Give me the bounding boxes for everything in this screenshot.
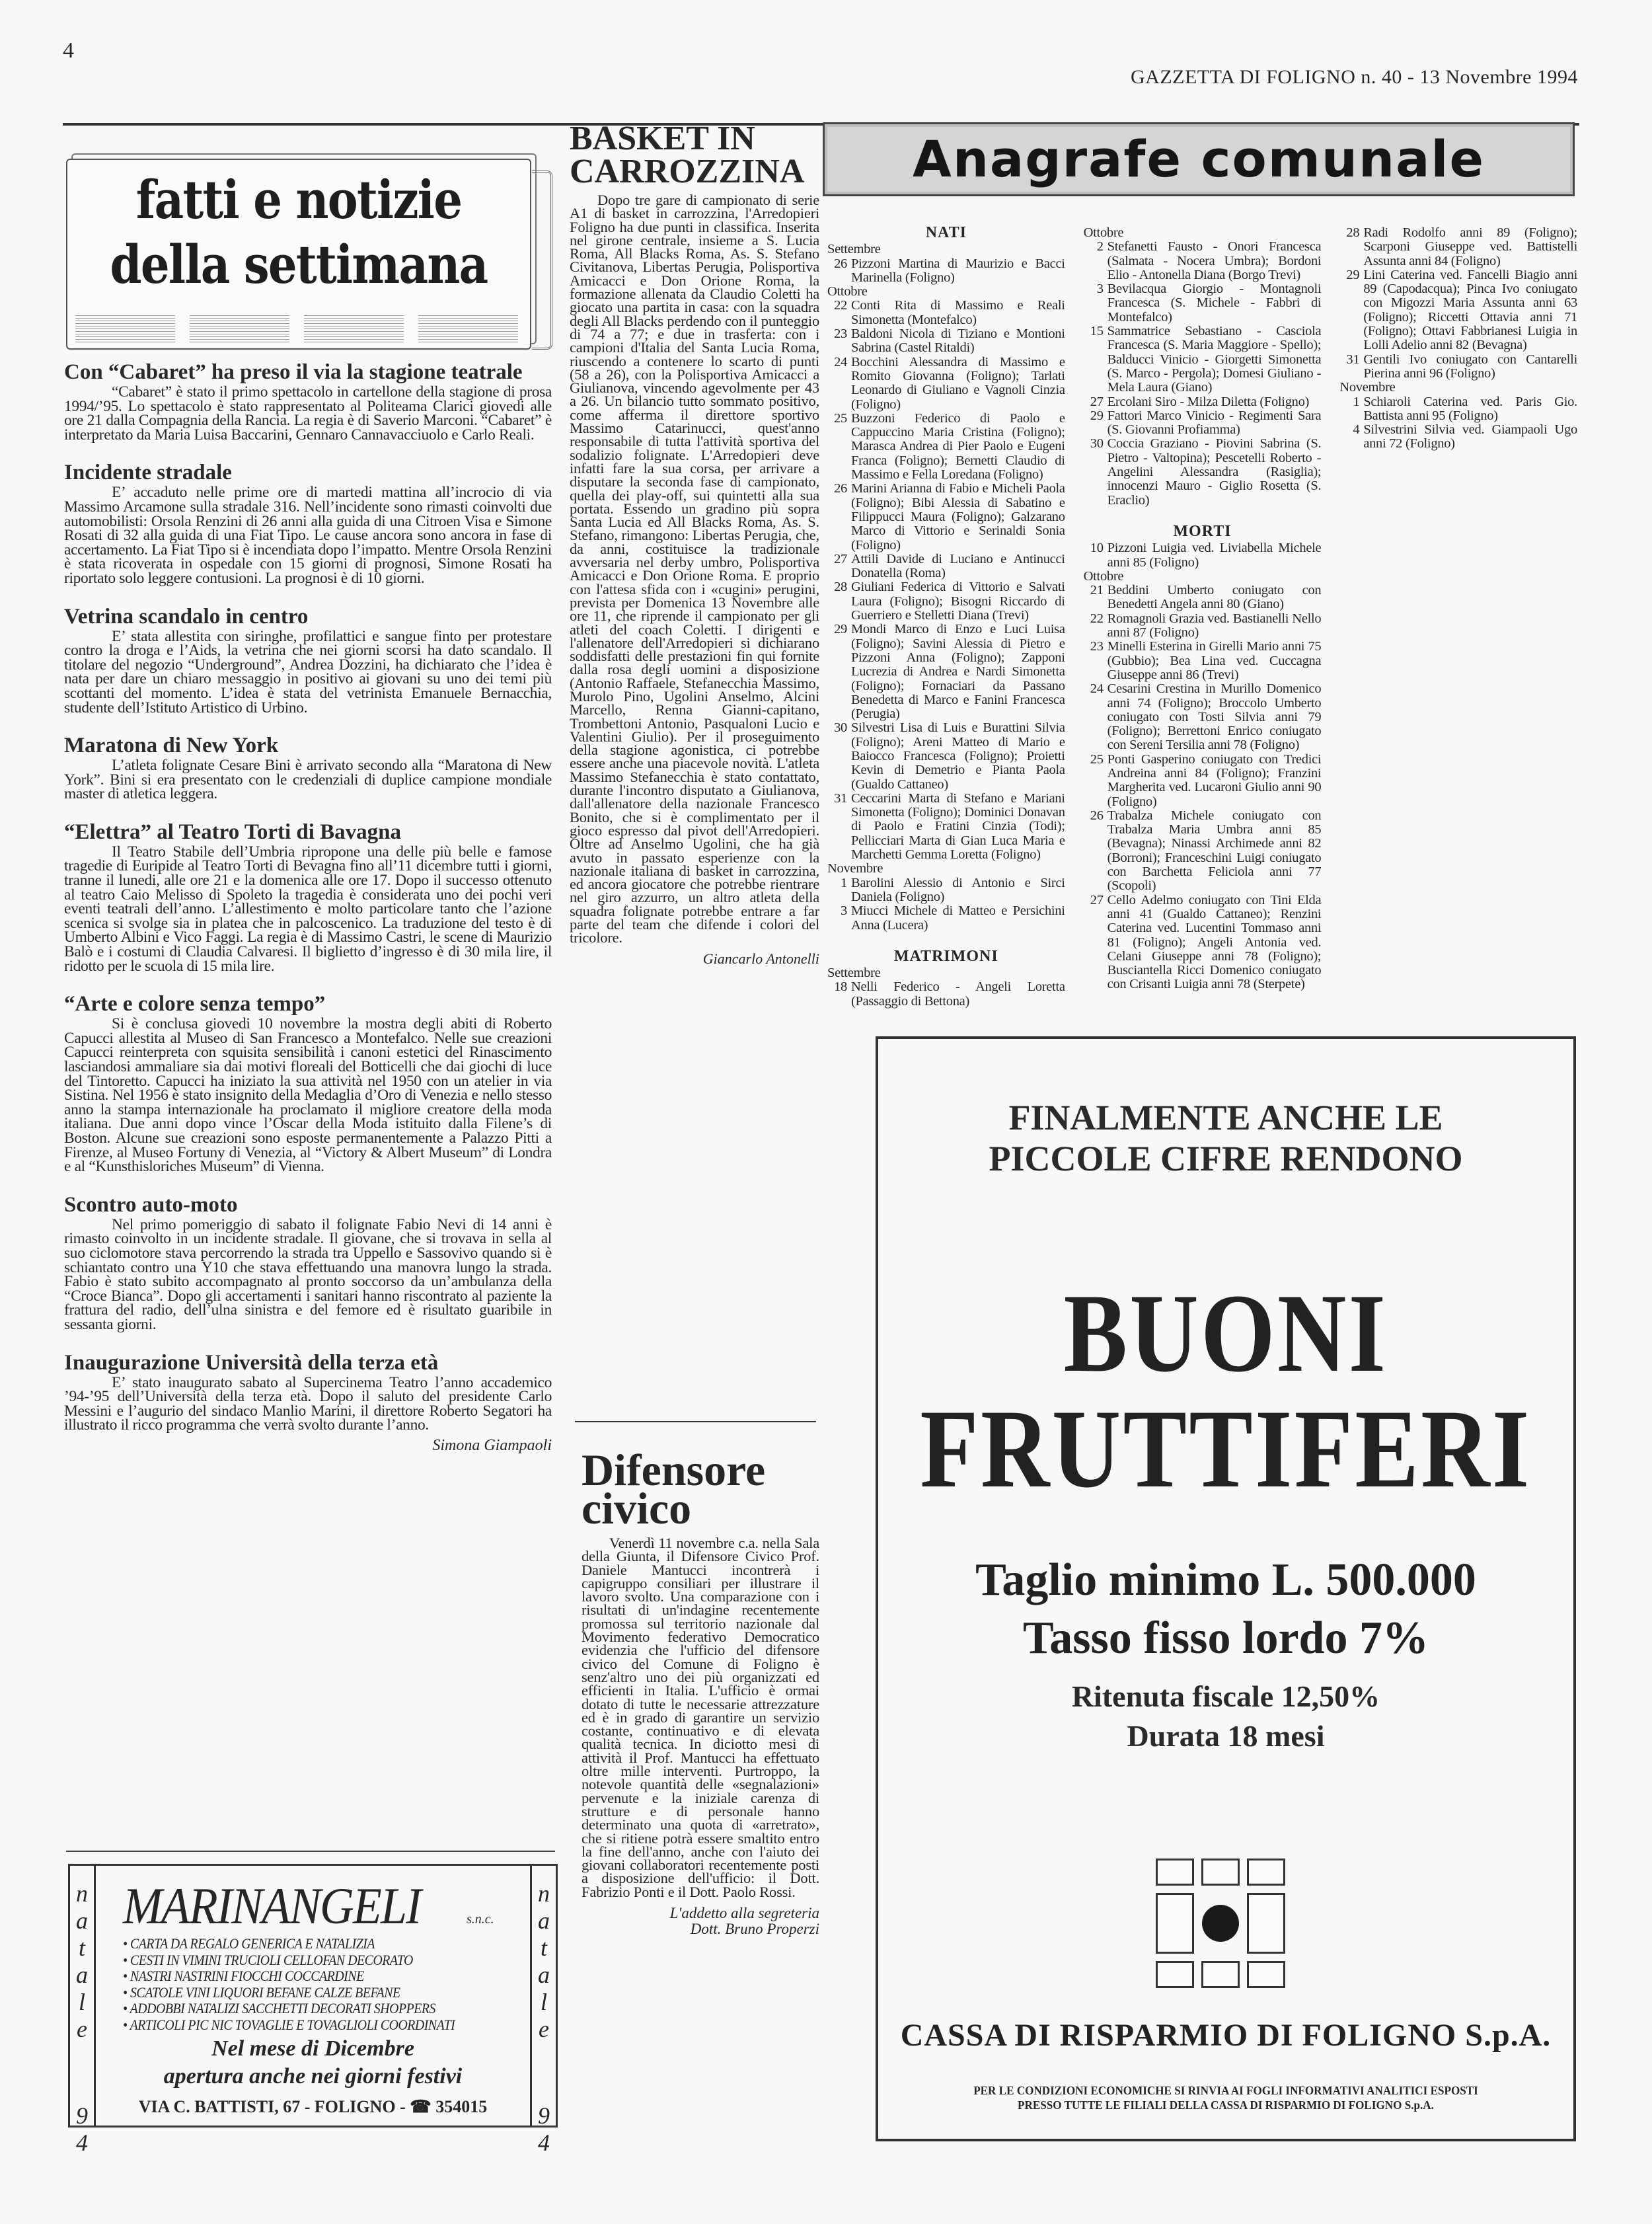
- page-number: 4: [63, 38, 74, 63]
- anagrafe-entry: [827, 257, 1065, 286]
- natale-letter: a: [538, 1907, 550, 1934]
- marinangeli-name: MARINANGELI: [123, 1877, 421, 1935]
- logo-square: [1156, 1893, 1194, 1953]
- cassa-risparmio-advertisement: [876, 1036, 1576, 2141]
- news-brief-title: “Arte e colore senza tempo”: [64, 992, 326, 1016]
- anagrafe-entry: [1084, 753, 1322, 809]
- basket-article-author: Giancarlo Antonelli: [702, 950, 819, 967]
- anagrafe-banner-title: Anagrafe comunale: [913, 130, 1485, 188]
- anagrafe-entry-day: 29: [1090, 408, 1104, 423]
- anagrafe-entry-day: 26: [834, 481, 847, 496]
- logo-square: [1156, 1859, 1194, 1886]
- anagrafe-entry-day: 31: [1346, 352, 1360, 367]
- anagrafe-month: Ottobre: [1083, 568, 1124, 584]
- news-brief: [64, 360, 552, 442]
- marinangeli-product-item: • CESTI IN VIMINI TRUCIOLI CELLOFAN DECORATO: [123, 1952, 455, 1969]
- column-rule: [66, 1851, 555, 1852]
- marinangeli-advertisement: [68, 1864, 558, 2156]
- logo-square: [1247, 1859, 1285, 1886]
- news-brief: [64, 820, 552, 974]
- anagrafe-month: Ottobre: [827, 284, 868, 299]
- anagrafe-entry-text: Bocchini Alessandra di Massimo e Romito Giovanna (Foligno); Tarlati Leonardo di Giuliano e Vagnoli Cinzia (Foligno): [851, 354, 1065, 412]
- natale-letter: a: [76, 1907, 88, 1934]
- difensore-title-line1: Difensore: [582, 1445, 766, 1495]
- decorative-column: [75, 313, 175, 342]
- anagrafe-entry: [1084, 325, 1322, 395]
- ad-duration: Durata 18 mesi: [1127, 1719, 1325, 1753]
- fatti-box-fold: [532, 171, 552, 350]
- news-brief-body: Il Teatro Stabile dell’Umbria ripropone una delle più belle e famose tragedie di Euripide al Teatro Torti di Bevagna fino all’11 dicembre tutti i giorni, tranne il lunedi, alle ore 21 e la domenica alle ore 17. Dopo il successo ottenuto al teatro Caio Melisso di Spoleto la tragedia è considerata uno dei pochi veri eventi teatrali dell’anno. L’allestimento è molto particolare tanto che l’azione scenica si svolge sia in platea che in palcoscenico. La traduzione del testo è di Umberto Albini e Vico Faggi. La regia è di Massimo Castri, le scene di Maurizio Balò e i costumi di Claudia Calvaresi. Il biglietto d’ingresso è di 30 mila lire, il ridotto per le scuola di 15 mila lire.: [64, 843, 552, 975]
- ad-headline-line1: FINALMENTE ANCHE LE: [1008, 1098, 1443, 1137]
- news-briefs-author: Simona Giampaoli: [432, 1436, 552, 1454]
- anagrafe-entry: [1339, 395, 1577, 424]
- marinangeli-note-line1: Nel mese di Dicembre: [211, 2036, 414, 2061]
- news-brief-title: “Elettra” al Teatro Torti di Bavagna: [64, 820, 402, 844]
- anagrafe-month: Ottobre: [1083, 225, 1124, 240]
- anagrafe-entry-day: 23: [834, 326, 847, 342]
- anagrafe-entry-text: Attili Davide di Luciano e Antinucci Donatella (Roma): [851, 551, 1065, 581]
- anagrafe-entry-text: Radi Rodolfo anni 89 (Foligno); Scarponi Giuseppe ved. Battistelli Assunta anni 84 (Foligno): [1363, 225, 1577, 268]
- anagrafe-entry-day: 15: [1090, 324, 1104, 339]
- anagrafe-entry-text: Barolini Alessio di Antonio e Sirci Daniela (Foligno): [851, 875, 1065, 904]
- news-brief: [64, 1351, 552, 1433]
- anagrafe-entry-text: Marini Arianna di Fabio e Micheli Paola (Foligno); Bibi Alessia di Sabatino e Filippucci Maura (Foligno); Galzarano Marco di Vittorio e Serinaldi Sonia (Foligno): [851, 481, 1065, 553]
- logo-square: [1247, 1961, 1285, 1988]
- news-brief: [64, 605, 552, 716]
- news-brief-body: E’ stato inaugurato sabato al Supercinema Teatro l’anno accademico ’94-’95 dell’Università della terza età. Dopo il saluto del presidente Carlo Messini e l’augurio del sindaco Manlio Marini, il direttore Roberto Segatori ha illustrato il ricco programma che verrà svolto durante l’anno.: [64, 1373, 552, 1434]
- basket-title-line2: CARROZZINA: [570, 153, 805, 190]
- news-brief: [64, 734, 552, 802]
- news-brief-title: Maratona di New York: [64, 734, 279, 758]
- difensore-article-title: [582, 1445, 819, 1533]
- fine-print-line1: PER LE CONDIZIONI ECONOMICHE SI RINVIA AI FOGLI INFORMATIVI ANALITICI ESPOSTI: [973, 2084, 1478, 2097]
- anagrafe-entry-day: 21: [1090, 583, 1104, 598]
- anagrafe-month: Novembre: [827, 861, 883, 876]
- anagrafe-entry-text: Cesarini Crestina in Murillo Domenico anni 74 (Foligno); Broccolo Umberto coniugato con Tosti Silvia anni 79 (Foligno); Berrettoni Enrico coniugato con Sereni Tersilia anni 78 (Foligno): [1107, 681, 1322, 753]
- ad-headline-line2: PICCOLE CIFRE RENDONO: [989, 1139, 1463, 1178]
- ad-rate: Tasso fisso lordo 7%: [1023, 1613, 1429, 1664]
- fatti-title-line1: fatti e notizie: [135, 169, 462, 231]
- anagrafe-entry-day: 1: [1353, 394, 1360, 409]
- anagrafe-entry-day: 27: [834, 551, 847, 566]
- natale-letter: n: [538, 1880, 550, 1907]
- anagrafe-entry-day: 25: [1090, 751, 1104, 767]
- anagrafe-entry-day: 29: [834, 622, 847, 637]
- logo-square: [1201, 1961, 1240, 1988]
- anagrafe-entry-day: 23: [1090, 639, 1104, 654]
- news-briefs-column: [64, 360, 552, 1455]
- anagrafe-entry-text: Miucci Michele di Matteo e Persichini Anna (Lucera): [851, 903, 1065, 933]
- anagrafe-banner: [823, 122, 1575, 196]
- marinangeli-suffix: s.n.c.: [467, 1912, 494, 1927]
- ad-terms: [878, 1551, 1573, 1668]
- marinangeli-product-item: • ADDOBBI NATALIZI SACCHETTI DECORATI SHOPPERS: [123, 2001, 455, 2017]
- anagrafe-entry-text: Buzzoni Federico di Paolo e Cappuccino Maria Cristina (Foligno); Marasca Andrea di Pier Paolo e Eugeni Franca (Foligno); Bernetti Claudio di Massimo e Fella Loredana (Foligno): [851, 410, 1065, 482]
- anagrafe-entry-text: Sammatrice Sebastiano - Casciola Francesca (S. Maria Maggiore - Spello); Balducci Vinicio - Giorgetti Simonetta (S. Marco - Pergola); Domesi Giuliano - Mela Laura (Giano): [1107, 324, 1322, 395]
- natale-letter: t: [78, 1935, 85, 1961]
- anagrafe-entry-text: Silvestrini Silvia ved. Giampaoli Ugo anni 72 (Foligno): [1363, 422, 1577, 451]
- anagrafe-entry-day: 29: [1346, 267, 1360, 282]
- logo-square: [1156, 1961, 1194, 1988]
- basket-article-title: [570, 122, 819, 188]
- decorative-text-lines: [75, 313, 518, 342]
- anagrafe-entry-text: Ceccarini Marta di Stefano e Mariani Simonetta (Foligno); Dominici Donavan di Paolo e Fratini Cinzia (Todi); Pellicciari Marta di Gian Luca Maria e Marchetti Gemma Loretta (Foligno): [851, 790, 1065, 863]
- anagrafe-entry-day: 25: [834, 410, 847, 426]
- anagrafe-entry-text: Cello Adelmo coniugato con Tini Elda anni 41 (Gualdo Cattaneo); Renzini Caterina ved. Lucentini Tommaso anni 81 (Foligno); Angeli Antonia ved. Celani Giuseppe anni 78 (Foligno); Busciantella Ricci Domenico coniugato con Crisanti Luigia anni 78 (Sterpete): [1107, 892, 1322, 992]
- anagrafe-entry-text: Gentili Ivo coniugato con Cantarelli Pierina anni 96 (Foligno): [1363, 352, 1577, 381]
- anagrafe-entry: [827, 904, 1065, 933]
- article-separator: [575, 1421, 816, 1422]
- anagrafe-entry: [827, 553, 1065, 581]
- anagrafe-entry: [1084, 395, 1322, 409]
- anagrafe-entry-text: Lini Caterina ved. Fancelli Biagio anni 89 (Capodacqua); Pinca Ivo coniugato con Migozzi Maria Assunta anni 63 (Foligno); Riccetti Ottavia anni 71 (Foligno); Ottavi Fabbrianesi Luigia in Lolli Adelio anni 82 (Bevagna): [1363, 267, 1577, 353]
- decorative-column: [190, 313, 289, 342]
- anagrafe-entry-day: 26: [1090, 808, 1104, 823]
- anagrafe-month: Settembre: [827, 242, 881, 257]
- anagrafe-entry: [1339, 226, 1577, 268]
- difensore-title-line2: civico: [582, 1483, 692, 1533]
- anagrafe-entry: [827, 327, 1065, 356]
- anagrafe-entry-text: Silvestri Lisa di Luis e Burattini Silvia (Foligno); Areni Matteo di Mario e Baiocco Francesca (Foligno); Proietti Kevin di Demetrio e Pianta Paola (Gualdo Cattaneo): [851, 720, 1065, 792]
- marinangeli-product-item: • SCATOLE VINI LIQUORI BEFANE CALZE BEFANE: [123, 1985, 455, 2001]
- anagrafe-entry-day: 30: [834, 720, 847, 736]
- anagrafe-entry-day: 3: [1096, 282, 1104, 297]
- anagrafe-entry-text: Pizzoni Martina di Maurizio e Bacci Marinella (Foligno): [851, 256, 1065, 285]
- anagrafe-entry: [827, 721, 1065, 791]
- marinangeli-address: VIA C. BATTISTI, 67 - FOLIGNO - ☎ 354015: [138, 2097, 488, 2116]
- anagrafe-entry-text: Schiaroli Caterina ved. Paris Gio. Battista anni 95 (Foligno): [1363, 394, 1577, 423]
- anagrafe-entry: [1084, 809, 1322, 894]
- anagrafe-entry-text: Fattori Marco Vinicio - Regimenti Sara (S. Giovanni Profiamma): [1107, 408, 1322, 438]
- anagrafe-entry-day: 28: [1346, 225, 1360, 240]
- logo-square: [1247, 1893, 1285, 1953]
- anagrafe-entry: [827, 876, 1065, 905]
- ad-product-line1: BUONI: [1063, 1271, 1388, 1395]
- anagrafe-entry: [1339, 268, 1577, 353]
- anagrafe-entry: [1084, 240, 1322, 282]
- news-brief-body: Nel primo pomeriggio di sabato il folignate Fabio Nevi di 14 anni è rimasto coinvolto in un incidente stradale. Il giovane, che si trovava in sella al suo ciclomotore stava percorrendo la strada tra Uppello e Sassovivo quando si è schiantato contro una Y10 che stava effettuando una manovra lungo la strada. Fabio è stato subito accompagnato al pronto soccorso da un’ambulanza della “Croce Bianca”. Dopo gli accertamenti i sanitari hanno riscontrato al paziente la frattura del radio, dell’ulna sinistra e del femore ed è risultato guaribile in sessanta giorni.: [64, 1215, 552, 1333]
- news-brief-body: E’ accaduto nelle prime ore di martedi mattina all’incrocio di via Massimo Arcamone sulla stradale 316. Nell’incidente sono rimasti coinvolti due automobilisti: Orsola Renzini di 26 anni alla guida di una Citroen Visa e Simone Rosati di 32 alla guida di una Fiat Tipo. Le cause ancora sono ancora in fase di accertamento. La Fiat Tipo si è incendiata dopo l’impatto. Mentre Orsola Renzini è stata ricoverata in ospedale con 15 giorni di prognosi, Simone Rosati ha riportato solo leggere contusioni. La prognosi è di 10 giorni.: [64, 484, 552, 587]
- ad-fine-print: [908, 2083, 1543, 2112]
- logo-center-dot: [1201, 1893, 1240, 1953]
- natale-letter: t: [540, 1935, 547, 1961]
- basket-title-line1: BASKET IN: [570, 120, 755, 157]
- news-brief: [64, 461, 552, 586]
- news-brief-body: L’atleta folignate Cesare Bini è arrivato secondo alla “Maratona di New York”. Bini si era presentato con le credenziali di duplice campione mondiale master di atletica leggera.: [64, 757, 552, 803]
- anagrafe-entry-day: 10: [1090, 541, 1104, 556]
- anagrafe-entry: [1084, 640, 1322, 682]
- anagrafe-entry: [827, 356, 1065, 412]
- news-brief-title: Inaugurazione Università della terza età: [64, 1350, 439, 1375]
- anagrafe-entry-text: Stefanetti Fausto - Onori Francesca (Salmata - Nocera Umbra); Bordoni Elio - Antonella Diana (Borgo Trevi): [1107, 239, 1322, 282]
- anagrafe-section-title: MORTI: [1173, 522, 1232, 540]
- anagrafe-entry: [827, 980, 1065, 1009]
- natale-letter: 9: [538, 2102, 550, 2129]
- anagrafe-section-title: MATRIMONI: [893, 947, 998, 965]
- news-brief-title: Incidente stradale: [64, 461, 232, 485]
- basket-article-body: Dopo tre gare di campionato di serie A1 di basket in carrozzina, l'Arredopieri Foligno ha due punti in classifica. Inserita nel girone centrale, insieme a S. Lucia Roma, All Blacks Roma, As. S. Stefano Civitanova, Libertas Perugia, Polisportiva Amicacci e Don Orione Roma, la formazione allenata da Claudio Coletti ha giocato una partita in casa: con la squadra degli All Blacks perdendo con il punteggio di 74 a 77; e due in trasferta: con i campioni d'Italia del Santa Lucia Roma, riuscendo a contenere lo scarto di punti (58 a 26), con la Polisportiva Amicacci a Giulianova, vincendo agevolmente per 43 a 26. Un bilancio tutto sommato positivo, come afferma il direttore sportivo Massimo Catarinucci, quest'anno responsabile di tutta l'attività sportiva del sodalizio folignate. L'Arredopieri deve infatti fare la sua corsa, per arrivare a disputare la seconda fase di campionato, quella dei play-off, sui quintetti alla sua portata. Essendo un gradino più sopra Santa Lucia ed All Blacks Roma, As. S. Stefano, rimangono: Libertas Perugia, che, da anni, costituisce la tradizionale avversaria nel derby umbro, Polisportiva Amicacci e Don Orione Roma. E proprio con l'attesa sfida con i «cugini» perugini, prevista per Domenica 13 Novembre alle ore 11, che riprende il campionato per gli atleti del coach Coletti. I dirigenti e l'allenatore dell'Arredopieri si dichiarano soddisfatti delle prestazioni fin qui fornite dalla rosa degli uomini a disposizione (Antonio Raffaele, Stefanecchia Massimo, Murolo Pino, Ugolini Anselmo, Alcini Marcello, Renna Gianni-capitano, Trombettoni Antonio, Pasqualoni Lucio e Valentini Giulio). Per il proseguimento della stagione agonistica, ci potrebbe essere anche una piacevole novità. L'atleta Massimo Stefanecchia è stato contattato, durante l'incontro disputato a Giulianova, dall'allenatore della nazionale Francesco Bonito, che si è complimentato per il gioco espresso dal pivot dell'Arredopieri. Oltre ad Anselmo Ugolini, che ha già avuto in passato esperienze con la nazionale italiana di basket in carrozzina, ed ancora giocatore che potrebbe rientrare nel giro azzurro, un altro atleta della squadra folignate potrebbe entrare a far parte del team che difende i colori del tricolore.: [570, 192, 819, 946]
- marinangeli-product-list: [123, 1936, 492, 2033]
- ad-min-amount: Taglio minimo L. 500.000: [975, 1554, 1476, 1605]
- ad-headline: [878, 1097, 1573, 1179]
- anagrafe-entry-text: Giuliani Federica di Vittorio e Salvati Laura (Foligno); Bisogni Riccardo di Guerriero e Stelletti Diana (Trevi): [851, 580, 1065, 623]
- news-brief: [64, 1193, 552, 1332]
- anagrafe-entry-day: 26: [834, 256, 847, 271]
- anagrafe-entry-text: Baldoni Nicola di Tiziano e Montioni Sabrina (Castel Ritaldi): [851, 326, 1065, 356]
- news-brief: [64, 992, 552, 1174]
- anagrafe-entry-text: Trabalza Michele coniugato con Trabalza Maria Umbra anni 85 (Bevagna); Ninassi Archimede anni 82 (Borroni); Franceschini Luigi coniugato con Barchetta Feliciola anni 77 (Scopoli): [1107, 808, 1322, 894]
- anagrafe-entry-text: Pizzoni Luigia ved. Liviabella Michele anni 85 (Foligno): [1107, 541, 1322, 570]
- anagrafe-entry-day: 2: [1096, 239, 1104, 254]
- difensore-signature-role: L'addetto alla segreteria: [669, 1905, 819, 1922]
- difensore-article-body: Venerdì 11 novembre c.a. nella Sala della Giunta, il Difensore Civico Prof. Daniele Mantucci incontrerà i capigruppo consiliari per illustrare il lavoro svolto. Una comparazione con i risultati di un'indagine recentemente promossa sul territorio nazionale dal Movimento federativo Democratico evidenzia che l'ufficio del difensore civico del Comune di Foligno è senz'altro uno dei più organizzati ed efficienti in Italia. L'ufficio è ormai dotato di tutte le necessarie attrezzature ed è in grado di garantire un servizio costante, continuativo e di elevata qualità tecnica. In diciotto mesi di attività il Prof. Mantucci ha effettuato oltre mille interventi. Purtroppo, la notevole quantità delle «segnalazioni» pervenute e la iniziale carenza di strutture e di personale hanno determinato una quota di «arretrato», che si ritiene potrà essere smaltito entro la fine dell'anno, anche con l'aiuto dei giovani collaboratori recentemente posti a disposizione dell'ufficio: il Dott. Fabrizio Ponti e il Dott. Paolo Rossi.: [582, 1535, 819, 1900]
- anagrafe-entry: [1084, 437, 1322, 507]
- anagrafe-entry: [1084, 584, 1322, 612]
- anagrafe-entry-day: 3: [841, 903, 847, 919]
- anagrafe-entry-day: 24: [834, 354, 847, 369]
- anagrafe-entry-day: 4: [1353, 422, 1360, 438]
- news-brief-body: Si è conclusa giovedi 10 novembre la mostra degli abiti di Roberto Capucci allestita al Museo di San Francesco a Montefalco. Nelle sue creazioni Capucci reinterpreta con squisita sensibilità i canoni estetici del Rinascimento lasciandosi ammaliare sia dai motivi floreali del Botticelli che dai giochi di luce del Tintoretto. Capucci ha iniziato la sua attività nel 1950 con un atelier in via Sistina. Nel 1956 è stato insignito della Medaglia d’Oro di Venezia e nello stesso anno la stampa internazionale ha proclamato il migliore creatore della moda italiana. Due anni dopo vince l’Oscar della Moda istituito dalla Filene’s di Boston. Alcune sue creazioni sono esposte permanentemente a Palazzo Pitti a Firenze, al Museo Fortuny di Venezia, al “Victory & Albert Museum” di Londra e al “Kunsthisloriches Museum” di Vienna.: [64, 1015, 552, 1176]
- natale-94-right-border: [530, 1866, 556, 2156]
- anagrafe-entry: [827, 623, 1065, 721]
- ad-product-line2: FRUTTIFERI: [920, 1387, 1532, 1511]
- anagrafe-entry: [1339, 423, 1577, 451]
- anagrafe-entry-day: 22: [1090, 611, 1104, 626]
- anagrafe-listings: [827, 226, 1577, 1013]
- anagrafe-entry-day: 31: [834, 790, 847, 806]
- anagrafe-entry-day: 30: [1090, 436, 1104, 451]
- anagrafe-entry: [827, 299, 1065, 327]
- anagrafe-entry-text: Nelli Federico - Angeli Loretta (Passaggio di Bettona): [851, 979, 1065, 1009]
- anagrafe-entry: [1084, 682, 1322, 752]
- news-brief-body: E’ stata allestita con siringhe, profilattici e sangue finto per protestare contro la droga e l’Aids, la vetrina che nei giorni scorsi ha dato scandalo. Il titolare del negozio “Underground”, Andrea Dozzini, ha dichiarato che l’idea è nata per dare un chiaro messaggio in positivo ai giovani su uno dei temi più scottanti del momento. L’idea è stata del vetrinista Emanuele Bernacchia, studente dell’Istituto Artistico di Urbino.: [64, 627, 552, 716]
- anagrafe-entry-text: Minelli Esterina in Girelli Mario anni 75 (Gubbio); Bea Lina ved. Cuccagna Giuseppe anni 86 (Trevi): [1107, 639, 1322, 682]
- anagrafe-entry-text: Ercolani Siro - Milza Diletta (Foligno): [1107, 394, 1310, 409]
- anagrafe-entry: [827, 412, 1065, 482]
- marinangeli-product-item: • ARTICOLI PIC NIC TOVAGLIE E TOVAGLIOLI COORDINATI: [123, 2017, 455, 2034]
- anagrafe-entry-text: Beddini Umberto coniugato con Benedetti Angela anni 80 (Giano): [1107, 583, 1322, 612]
- anagrafe-entry: [1084, 612, 1322, 640]
- natale-letter: 4: [538, 2129, 550, 2156]
- natale-letter: n: [76, 1880, 88, 1907]
- fatti-title-line2: della settimana: [110, 233, 488, 295]
- bank-logo-icon: [1156, 1859, 1285, 1988]
- anagrafe-entry: [1084, 409, 1322, 438]
- anagrafe-month: Novembre: [1339, 380, 1396, 395]
- anagrafe-entry-day: 18: [834, 979, 847, 995]
- anagrafe-entry: [1084, 894, 1322, 992]
- natale-letter: e: [539, 2016, 549, 2042]
- anagrafe-entry-day: 28: [834, 580, 847, 595]
- natale-letter: l: [540, 1989, 547, 2015]
- anagrafe-entry: [827, 792, 1065, 862]
- anagrafe-entry: [1084, 282, 1322, 325]
- anagrafe-entry-text: Romagnoli Grazia ved. Bastianelli Nello anni 87 (Foligno): [1107, 611, 1322, 640]
- anagrafe-month: Settembre: [827, 966, 881, 981]
- natale-letter: 9: [76, 2102, 88, 2129]
- logo-square: [1201, 1859, 1240, 1886]
- natale-letter: 4: [76, 2129, 88, 2156]
- marinangeli-product-item: • CARTA DA REGALO GENERICA E NATALIZIA: [123, 1936, 455, 1952]
- bank-name: CASSA DI RISPARMIO DI FOLIGNO S.p.A.: [900, 2018, 1552, 2053]
- natale-letter: e: [77, 2016, 87, 2042]
- natale-letter: l: [78, 1989, 85, 2015]
- masthead: GAZZETTA DI FOLIGNO n. 40 - 13 Novembre 1994: [1131, 66, 1578, 88]
- difensore-civico-article: [582, 1445, 819, 1938]
- marinangeli-note-line2: apertura anche nei giorni festivi: [163, 2064, 463, 2089]
- anagrafe-entry: [827, 580, 1065, 623]
- spacer: [70, 2043, 94, 2102]
- fatti-e-notizie-logo: [66, 159, 531, 350]
- anagrafe-entry-day: 22: [834, 298, 847, 313]
- news-brief-body: “Cabaret” è stato il primo spettacolo in cartellone della stagione di prosa 1994/’95. Lo spettacolo è stato rappresentato al Politeama Clarici giovedi alle ore 21 dalla Compagnia della Rancia. La regia è di Saverio Marconi. “Cabaret” è interpretato da Maria Luisa Baccarini, Gennaro Cannavacciuolo e Carlo Reali.: [64, 383, 552, 443]
- news-brief-title: Scontro auto-moto: [64, 1192, 238, 1217]
- anagrafe-entry: [1084, 541, 1322, 570]
- news-brief-title: Vetrina scandalo in centro: [64, 604, 309, 629]
- natale-letter: a: [76, 1962, 88, 1988]
- anagrafe-entry-day: 27: [1090, 394, 1104, 409]
- marinangeli-product-item: • NASTRI NASTRINI FIOCCHI COCCARDINE: [123, 1968, 455, 1985]
- difensore-signature-name: Dott. Bruno Properzi: [690, 1921, 819, 1938]
- anagrafe-entry-day: 27: [1090, 892, 1104, 907]
- decorative-column: [418, 313, 518, 342]
- decorative-column: [304, 313, 404, 342]
- anagrafe-entry-text: Mondi Marco di Enzo e Luci Luisa (Foligno); Savini Alessia di Pietro e Pizzoni Anna (Foligno); Zapponi Lucrezia di Andrea e Nardi Simonetta (Foligno); Fornaciari da Passano Benedetta di Marco e Fanini Francesca (Perugia): [851, 622, 1065, 722]
- anagrafe-entry-text: Coccia Graziano - Piovini Sabrina (S. Pietro - Valtopina); Pescetelli Roberto - Angelini Alessandra (Rasiglia); innocenzi Mauro - Giglio Rosetta (S. Eraclio): [1107, 436, 1322, 508]
- basket-article: [570, 122, 819, 968]
- ad-details: [878, 1677, 1573, 1756]
- anagrafe-entry-day: 24: [1090, 681, 1104, 697]
- spacer: [532, 2043, 556, 2102]
- news-brief-title: Con “Cabaret” ha preso il via la stagione teatrale: [64, 360, 523, 384]
- natale-letter: a: [538, 1962, 550, 1988]
- anagrafe-entry: [827, 482, 1065, 552]
- anagrafe-entry-day: 1: [841, 875, 847, 890]
- anagrafe-section-title: NATI: [925, 224, 967, 241]
- anagrafe-entry: [1339, 353, 1577, 381]
- natale-94-left-border: [70, 1866, 96, 2156]
- anagrafe-entry-text: Ponti Gasperino coniugato con Tredici Andreina anni 84 (Foligno); Franzini Margherita ved. Lucaroni Giulio anni 90 (Foligno): [1107, 751, 1322, 809]
- anagrafe-entry-text: Bevilacqua Giorgio - Montagnoli Francesca (S. Michele - Fabbri di Montefalco): [1107, 282, 1322, 325]
- fine-print-line2: PRESSO TUTTE LE FILIALI DELLA CASSA DI RISPARMIO DI FOLIGNO S.p.A.: [1018, 2098, 1434, 2112]
- anagrafe-entry-text: Conti Rita di Massimo e Reali Simonetta (Montefalco): [851, 298, 1065, 327]
- ad-withholding: Ritenuta fiscale 12,50%: [1071, 1679, 1380, 1713]
